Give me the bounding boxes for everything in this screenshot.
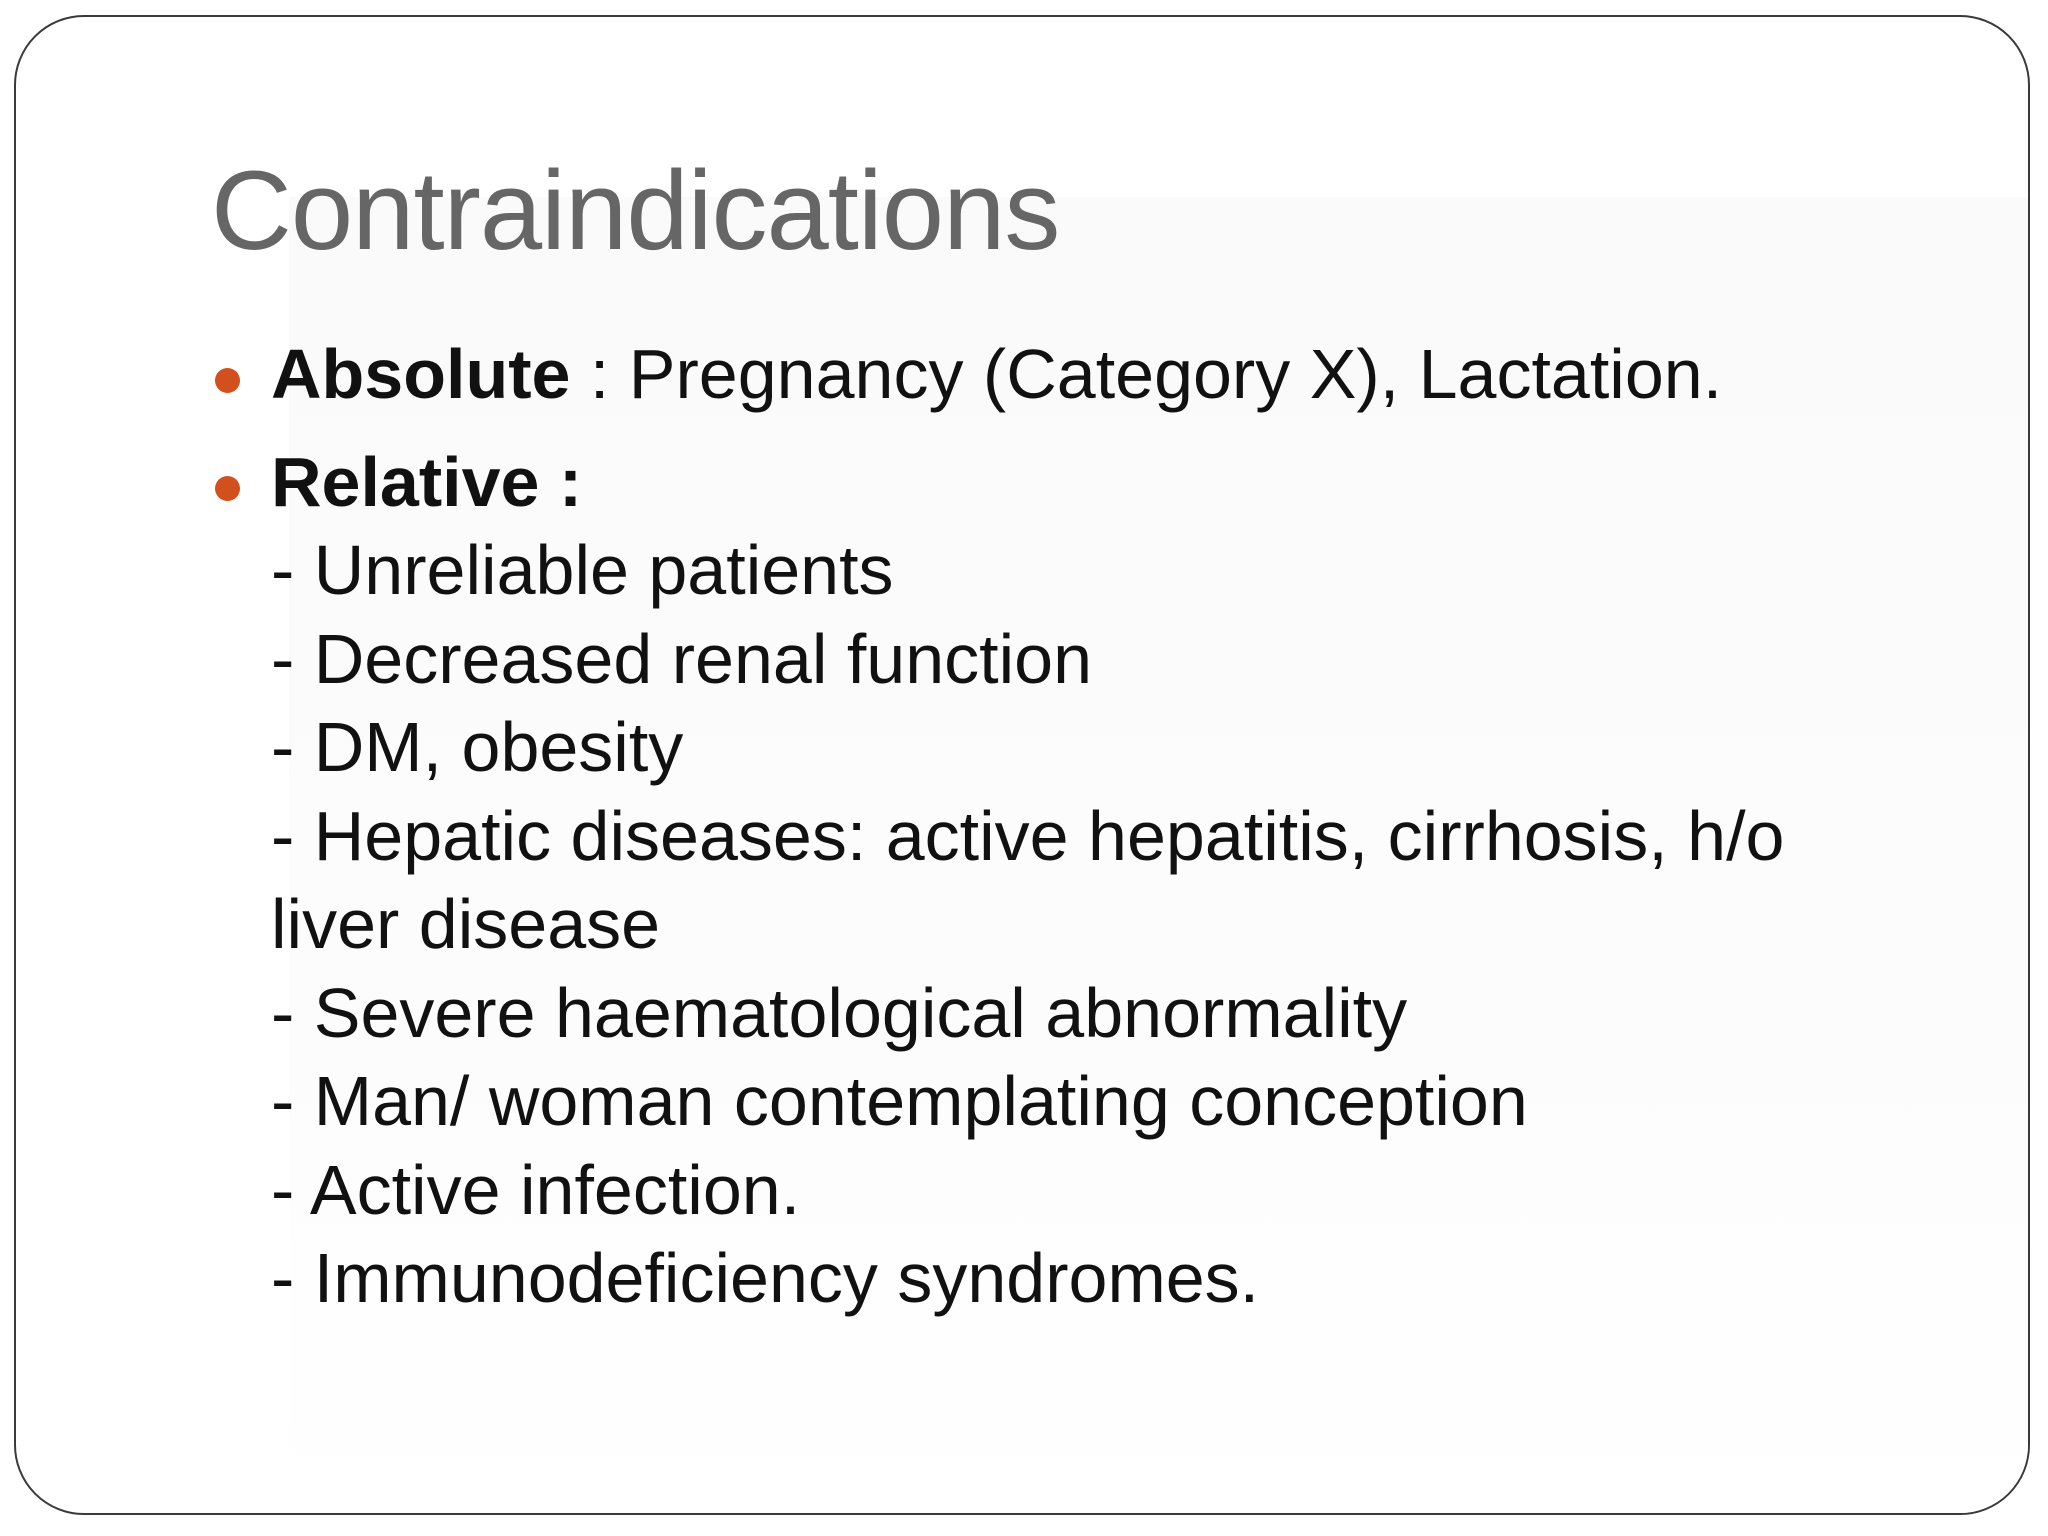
relative-item: - Immunodeficiency syndromes. [271,1239,1260,1317]
bullet-relative [211,438,1911,1323]
bullet-relative-label: Relative : [271,443,583,521]
relative-item: - DM, obesity [271,708,684,786]
bullet-absolute-label: Absolute [271,335,571,413]
relative-item: - Decreased renal function [271,619,1092,698]
relative-item: - Unreliable patients [271,531,894,609]
bullet-absolute [211,330,1911,438]
slide-title: Contraindications [211,148,1060,273]
bullet-absolute-detail: : Pregnancy (Category X), Lactation. [570,335,1723,413]
bullet-absolute-text [271,330,1911,418]
relative-item: - Man/ woman contemplating conception [271,1062,1528,1140]
relative-item: - Hepatic diseases: active hepatitis, cirrhosis, h/o [271,796,1785,875]
slide-body [211,330,1911,1323]
bullet-dot-icon [215,476,240,501]
bullet-dot-icon [215,368,240,393]
relative-item-continuation: liver disease [271,885,661,963]
relative-item: - Severe haematological abnormality [271,973,1408,1052]
relative-item: - Active infection. [271,1150,801,1229]
